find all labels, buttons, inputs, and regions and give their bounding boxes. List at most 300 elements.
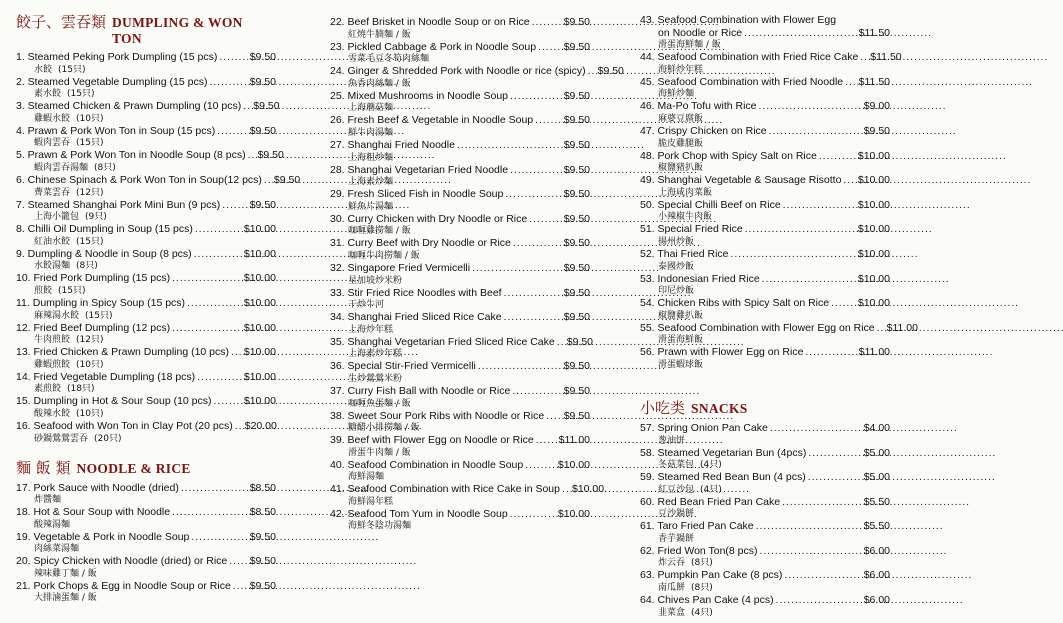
dot-leader: [472, 262, 562, 275]
menu-item-name-zh: 海鮮湯年糕: [348, 496, 394, 507]
menu-item-name-zh: 上海咸肉菜飯: [658, 187, 713, 198]
menu-item-line: [640, 125, 890, 138]
menu-item: [640, 223, 890, 248]
menu-item-line: [330, 410, 590, 423]
menu-item-price: $10.00: [557, 507, 590, 520]
dot-leader: [877, 322, 885, 335]
dot-leader: [243, 100, 251, 113]
menu-item-name: 2. Steamed Vegetable Dumpling (15 pcs): [16, 75, 208, 88]
dot-leader: [557, 336, 565, 349]
menu-item: [640, 569, 890, 594]
menu-item-line: [640, 76, 890, 89]
menu-item-chinese: [640, 285, 890, 297]
menu-item-name: 12. Fried Beef Dumpling (12 pcs): [16, 321, 171, 334]
menu-item-price: $9.50: [597, 65, 624, 78]
menu-item-chinese: [330, 29, 590, 41]
menu-item-chinese: [640, 64, 890, 76]
dot-leader: [187, 297, 242, 310]
dot-leader: [744, 27, 857, 40]
menu-column-3: [640, 0, 918, 619]
menu-item-name: 51. Special Fried Rice: [640, 223, 743, 236]
menu-item-price: $9.50: [249, 555, 276, 568]
dot-leader: [222, 199, 247, 212]
dot-leader: [529, 213, 561, 226]
menu-item-chinese: [640, 557, 890, 569]
menu-item-chinese: [330, 373, 590, 385]
menu-item: [330, 114, 590, 139]
dot-leader: [756, 520, 862, 533]
menu-item-name-zh: 蝦肉雲吞湯麵: [34, 162, 89, 173]
menu-item-name-zh: 紅豆沙包: [658, 484, 695, 495]
menu-item-line: [330, 262, 590, 275]
menu-item-price: $10.00: [857, 198, 890, 211]
menu-item-chinese: [16, 494, 276, 506]
menu-item-name-zh: 印尼炒飯: [658, 286, 695, 297]
menu-item-name-zh: 魚香肉絲麵 / 飯: [348, 78, 411, 89]
menu-item-price: $9.50: [563, 360, 590, 373]
menu-item: [330, 410, 590, 435]
dot-leader: [784, 569, 861, 582]
menu-item-line: [640, 297, 890, 310]
menu-item-name: 45. Seafood Combination with Fried Noodle: [640, 75, 844, 88]
menu-item-name-zh: 椒鹽雞扒飯: [658, 310, 704, 321]
menu-item: [640, 471, 890, 496]
menu-item-line: [640, 51, 902, 64]
menu-item-price: $5.00: [863, 471, 890, 484]
menu-item: [640, 321, 918, 347]
menu-item-name: 24. Ginger & Shredded Pork with Noodle or rice (spicy): [330, 65, 586, 78]
menu-item-name-zh: 糖醋小排撈麵 / 飯: [348, 423, 420, 434]
menu-item: [16, 149, 284, 174]
menu-item-price: $10.00: [857, 223, 890, 236]
menu-item-line: [16, 506, 276, 519]
dot-leader: [588, 65, 596, 78]
menu-item-price: $9.50: [563, 212, 590, 225]
menu-item-chinese: [330, 102, 590, 114]
menu-item-price: $10.00: [243, 395, 276, 408]
menu-item: [640, 14, 890, 51]
menu-item-name-continued: on Noodle or Rice: [658, 26, 743, 39]
menu-item: [16, 322, 276, 347]
menu-item-chinese: [16, 568, 276, 580]
menu-item-price: $9.50: [249, 124, 276, 137]
dot-leader: [510, 164, 562, 177]
menu-item-name: 27. Shanghai Fried Noodle: [330, 138, 455, 151]
menu-item: [640, 422, 890, 447]
menu-item-name: 16. Seafood with Won Ton in Clay Pot (20 pcs): [16, 419, 233, 432]
menu-item-name: 19. Vegetable & Pork in Noodle Soup: [16, 530, 190, 543]
menu-item-chinese: [330, 496, 590, 508]
menu-item-chinese: [640, 310, 890, 322]
menu-item-price: $9.50: [563, 384, 590, 397]
menu-item: [330, 360, 590, 385]
menu-item-name: 28. Shanghai Vegetarian Fried Noodle: [330, 163, 509, 176]
menu-item-line: [640, 199, 890, 212]
dot-leader: [759, 100, 862, 113]
menu-item-chinese: [16, 592, 276, 604]
dot-leader: [535, 114, 562, 127]
menu-item: [330, 139, 590, 164]
menu-item-price: $9.50: [563, 40, 590, 53]
menu-item-price: $10.00: [857, 149, 890, 162]
dot-leader: [783, 199, 856, 212]
menu-item-name: 35. Shanghai Vegetarian Fried Sliced Rice Cake: [330, 335, 555, 348]
menu-item-chinese: [640, 607, 890, 619]
section-title-en: DUMPLING & WON TON: [112, 15, 243, 46]
section-title-en: NOODLE & RICE: [76, 460, 191, 476]
menu-item-quantity: (8只): [76, 261, 98, 272]
section-title-en: SNACKS: [691, 400, 748, 416]
menu-item-chinese: [16, 187, 276, 199]
menu-item-price: $11.50: [858, 26, 890, 39]
menu-item: [16, 51, 276, 76]
menu-item-chinese: [640, 162, 890, 174]
menu-item-line: [16, 346, 276, 359]
menu-item-chinese: [640, 582, 890, 594]
menu-item: [16, 420, 276, 445]
menu-item-price: $6.00: [863, 569, 890, 582]
menu-item-name: 36. Special Stir-Fried Vermicelli: [330, 360, 476, 373]
menu-item: [16, 580, 276, 605]
menu-item-line: [640, 273, 890, 286]
menu-item-name-zh: 葱油饼: [658, 435, 686, 446]
menu-item-quantity: (15只): [76, 236, 104, 247]
menu-item-price: $9.50: [249, 51, 276, 63]
menu-item-name-zh: 香芋鍋餅: [658, 533, 695, 544]
menu-item-line: [330, 335, 594, 349]
menu-item-price: $9.50: [863, 124, 890, 137]
menu-item-line: [640, 150, 890, 163]
dot-leader: [231, 346, 242, 359]
menu-item-line: [330, 311, 590, 324]
menu-item-line: [330, 508, 590, 521]
menu-item-name: 54. Chicken Ribs with Spicy Salt on Rice: [640, 297, 830, 310]
menu-item-name-zh: 咖喱雞撈麵 / 飯: [348, 226, 411, 237]
menu-item-price: $9.50: [563, 409, 590, 422]
menu-item-name-zh: 揚州炒飯: [658, 236, 695, 247]
menu-item-chinese: [640, 138, 890, 150]
menu-item-line: [16, 395, 276, 408]
menu-item-chinese: [330, 471, 590, 483]
menu-item-name-zh: 大排滷蛋麵 / 飯: [34, 593, 97, 604]
menu-item-chinese: [640, 359, 890, 371]
menu-item-price: $9.50: [563, 16, 590, 28]
menu-item: [640, 150, 890, 175]
menu-item-name-zh: 南瓜餅: [658, 583, 686, 594]
menu-item-line: [330, 114, 590, 127]
menu-item-line: [16, 531, 276, 544]
menu-item-price: $9.50: [253, 100, 280, 113]
menu-item-quantity: (18只): [67, 384, 95, 395]
dot-leader: [209, 76, 247, 89]
menu-item-price: $10.00: [557, 458, 590, 471]
menu-item-line: [330, 213, 590, 226]
menu-item: [16, 223, 276, 248]
menu-item: [640, 273, 890, 298]
menu-item-price: $11.00: [558, 434, 590, 447]
menu-item: [16, 272, 276, 297]
menu-item-chinese: [640, 113, 890, 125]
menu-item-chinese: [16, 211, 276, 223]
menu-item-chinese: [16, 310, 276, 322]
menu-item-name: 11. Dumpling in Spicy Soup (15 pcs): [16, 296, 186, 309]
menu-item-chinese: [330, 78, 590, 90]
menu-item-chinese: [16, 236, 276, 248]
menu-item-name-zh: 滑蛋海鮮麵 / 飯: [658, 40, 721, 51]
menu-item-chinese: [640, 533, 890, 545]
menu-item-name: 52. Thai Fried Rice: [640, 247, 729, 260]
menu-column-2: [330, 0, 624, 532]
menu-item-price: $4.00: [863, 421, 890, 434]
menu-item-name: 63. Pumpkin Pan Cake (8 pcs): [640, 569, 783, 582]
menu-item-price: $9.50: [249, 75, 276, 88]
menu-item-name-zh: 韭菜盒: [658, 607, 686, 618]
dot-leader: [512, 385, 561, 398]
menu-item-line: [16, 482, 276, 495]
menu-item-chinese: [330, 520, 590, 532]
menu-item-chinese: [16, 334, 276, 346]
menu-item-price: $9.50: [563, 261, 590, 274]
menu-item-price: $10.00: [243, 223, 276, 236]
menu-item-chinese: [640, 484, 890, 496]
menu-item-name: 23. Pickled Cabbage & Pork in Noodle Soup: [330, 40, 537, 53]
menu-item-price: $6.00: [863, 594, 890, 607]
menu-item-name-zh: 酸辣湯麵: [34, 519, 71, 530]
menu-item: [640, 174, 890, 199]
menu-item-line: [16, 322, 276, 335]
menu-item-chinese: [330, 53, 590, 65]
menu-item-quantity: (8只): [691, 583, 713, 594]
menu-item-name-zh: 辣味雞丁麵 / 飯: [34, 568, 97, 579]
menu-item-price: $20.00: [244, 419, 277, 432]
menu-item-line: [330, 188, 590, 201]
menu-item: [16, 125, 276, 150]
menu-item-chinese: [640, 508, 890, 520]
menu-item-line: [16, 555, 276, 568]
menu-item-name: 42. Seafood Tom Yum in Noodle Soup: [330, 507, 508, 520]
menu-item: [330, 335, 594, 361]
menu-item-name-zh: 滑蛋蝦球飯: [658, 359, 704, 370]
menu-item: [330, 213, 590, 238]
menu-item-chinese: [16, 359, 276, 371]
dot-leader: [510, 90, 562, 103]
menu-item-name: 29. Fresh Sliced Fish in Noodle Soup: [330, 188, 504, 201]
noodle-list-part-2: [330, 16, 624, 532]
dot-leader: [191, 531, 247, 544]
menu-item-chinese: [330, 299, 590, 311]
menu-item-name: 41. Seafood Combination with Rice Cake in Soup: [330, 483, 560, 496]
menu-item-chinese: [640, 334, 890, 346]
menu-item-chinese: [16, 88, 276, 100]
menu-item-price: $10.00: [243, 321, 276, 334]
dot-leader: [195, 223, 242, 236]
menu-item-name: 58. Steamed Vegetarian Bun (4pcs): [640, 446, 807, 459]
menu-item: [640, 346, 890, 371]
menu-item-chinese: [16, 64, 276, 76]
menu-item-quantity: (4只): [691, 607, 713, 618]
menu-item-name: 43. Seafood Combination with Flower Egg: [640, 14, 837, 26]
dot-leader: [760, 545, 862, 558]
menu-item: [640, 496, 890, 521]
menu-item: [330, 434, 590, 459]
menu-item-line: [16, 272, 276, 285]
menu-item-name: 60. Red Bean Fried Pan Cake: [640, 495, 781, 508]
menu-item-name-zh: 泰國炒飯: [658, 261, 695, 272]
menu-item: [330, 508, 590, 533]
dot-leader: [478, 360, 562, 373]
menu-item-price: $9.50: [563, 114, 590, 127]
menu-item: [640, 125, 890, 150]
menu-item-quantity: (8只): [94, 162, 116, 173]
menu-item-name-zh: 上海粗炒麵: [348, 152, 394, 163]
menu-item-line: [640, 569, 890, 582]
menu-item-price: $9.50: [249, 579, 276, 592]
menu-item: [330, 311, 590, 336]
menu-item-quantity: (12只): [76, 187, 104, 198]
menu-item-line: [16, 420, 276, 433]
menu-item: [640, 520, 890, 545]
menu-item-quantity: (4只): [700, 460, 722, 471]
menu-item-chinese: [330, 348, 590, 360]
section-title-zh: 小吃类: [640, 398, 686, 417]
menu-item-line: [16, 223, 276, 236]
menu-item-line: [16, 371, 276, 384]
menu-item-chinese: [330, 275, 590, 287]
menu-item-name: 30. Curry Chicken with Dry Noodle or Rice: [330, 212, 528, 225]
menu-item-line: [16, 199, 276, 212]
menu-item-price: $10.00: [857, 272, 890, 285]
menu-item-price: $10.00: [243, 296, 276, 309]
dot-leader: [233, 580, 248, 593]
dot-leader: [538, 41, 562, 54]
menu-item-name-zh: 素煎餃: [34, 384, 62, 395]
dot-leader: [197, 371, 242, 384]
menu-item-name-zh: 紅燒牛腩麵 / 飯: [348, 29, 411, 40]
menu-item-line: [16, 580, 276, 593]
dot-leader: [172, 322, 242, 335]
dot-leader: [546, 410, 562, 423]
menu-item: [16, 100, 280, 125]
menu-item-chinese: [640, 236, 890, 248]
menu-item-line: [640, 174, 890, 187]
menu-item: [640, 594, 890, 619]
menu-item-name-zh: 肉絲菜湯麵: [34, 544, 80, 555]
menu-item-chinese: [16, 113, 276, 125]
menu-item-price: $6.00: [863, 544, 890, 557]
menu-item-name-zh: 煎餃: [34, 285, 53, 296]
menu-item-name-zh: 海鮮湯麵: [348, 472, 385, 483]
menu-item-price: $5.50: [863, 520, 890, 533]
menu-item: [16, 482, 276, 507]
menu-item-chinese: [16, 260, 276, 272]
menu-item-name-zh: 咖喱牛肉撈麵 / 飯: [348, 250, 420, 261]
menu-item-name-zh: 星加坡炒米粉: [348, 275, 403, 286]
menu-item-line: [16, 100, 280, 113]
menu-item-quantity: (15只): [67, 89, 95, 100]
menu-item-name-zh: 水餃湯麵: [34, 261, 71, 272]
menu-item-line: [16, 125, 276, 138]
menu-item-line: [330, 237, 590, 250]
dot-leader: [776, 594, 862, 607]
menu-item-name: 48. Pork Chop with Spicy Salt on Rice: [640, 149, 817, 162]
dot-leader: [504, 311, 562, 324]
menu-item-chinese: [330, 398, 590, 410]
menu-item-chinese: [640, 88, 890, 100]
menu-item-price: $10.00: [243, 370, 276, 383]
menu-item-line: [330, 385, 590, 398]
dot-leader: [562, 483, 570, 496]
menu-item-line: [16, 248, 276, 261]
section-header-dumpling: [16, 11, 276, 47]
section-title-zh: 麵 飯 類: [16, 458, 71, 477]
menu-item-name: 32. Singapore Fried Vermicelli: [330, 261, 471, 274]
menu-item-name: 1. Steamed Peking Pork Dumpling (15 pcs): [16, 51, 218, 63]
dot-leader: [235, 420, 243, 433]
menu-item-quantity: (15只): [58, 64, 86, 75]
dot-leader: [172, 272, 242, 285]
menu-item-price: $10.00: [243, 346, 276, 359]
menu-item-name: 50. Special Chilli Beef on Rice: [640, 198, 781, 211]
menu-item-name: 18. Hot & Sour Soup with Noodle: [16, 506, 171, 519]
menu-item-quantity: (15只): [76, 138, 104, 149]
menu-item: [330, 41, 590, 66]
menu-item-chinese: [330, 127, 590, 139]
menu-item-line: [640, 471, 890, 484]
menu-item: [16, 371, 276, 396]
menu-item-chinese: [16, 408, 276, 420]
menu-item-line: [330, 287, 590, 300]
menu-item-chinese: [330, 152, 590, 164]
menu-item-price: $8.50: [249, 506, 276, 519]
menu-item-name: 26. Fresh Beef & Vegetable in Noodle Soup: [330, 114, 534, 127]
menu-item-line: [640, 594, 890, 607]
menu-item-chinese: [330, 324, 590, 336]
menu-item-line: [640, 422, 890, 435]
menu-item-name-zh: 雞蝦水餃: [34, 113, 71, 124]
menu-item-name: 37. Curry Fish Ball with Noodle or Rice: [330, 384, 511, 397]
menu-item-chinese: [16, 162, 276, 174]
noodle-list-part-3: [640, 14, 918, 371]
menu-item-name-zh: 紅油水餃: [34, 236, 71, 247]
dot-leader: [504, 287, 562, 300]
dot-leader: [217, 125, 248, 138]
menu-item-chinese: [16, 285, 276, 297]
menu-item-name: 21. Pork Chops & Egg in Noodle Soup or Rice: [16, 579, 231, 592]
menu-item-line: [640, 27, 890, 40]
menu-item-name-zh: 小辣椒牛肉飯: [658, 212, 713, 223]
menu-item-price: $9.50: [563, 138, 590, 151]
dot-leader: [843, 174, 855, 187]
menu-item-line: [640, 346, 890, 359]
dot-leader: [808, 447, 861, 460]
menu-item-line: [330, 360, 590, 373]
menu-item-name-zh: 雪菜毛豆冬筍肉絲麵: [348, 54, 430, 65]
menu-item: [330, 188, 590, 213]
menu-item-chinese: [640, 435, 890, 447]
menu-item-line: [330, 65, 624, 78]
menu-item-line: [16, 149, 284, 162]
menu-item-name: 40. Seafood Combination in Noodle Soup: [330, 458, 524, 471]
menu-item: [330, 459, 590, 484]
menu-item-price: $11.00: [858, 346, 890, 359]
menu-item-quantity: (4只): [700, 484, 722, 495]
menu-item: [16, 297, 276, 322]
menu-item-chinese: [330, 447, 590, 459]
menu-item-line: [16, 297, 276, 310]
menu-item-price: $10.00: [243, 272, 276, 285]
menu-item-name: 33. Stir Fried Rice Noodles with Beef: [330, 286, 502, 299]
menu-item-price: $10.00: [857, 247, 890, 260]
